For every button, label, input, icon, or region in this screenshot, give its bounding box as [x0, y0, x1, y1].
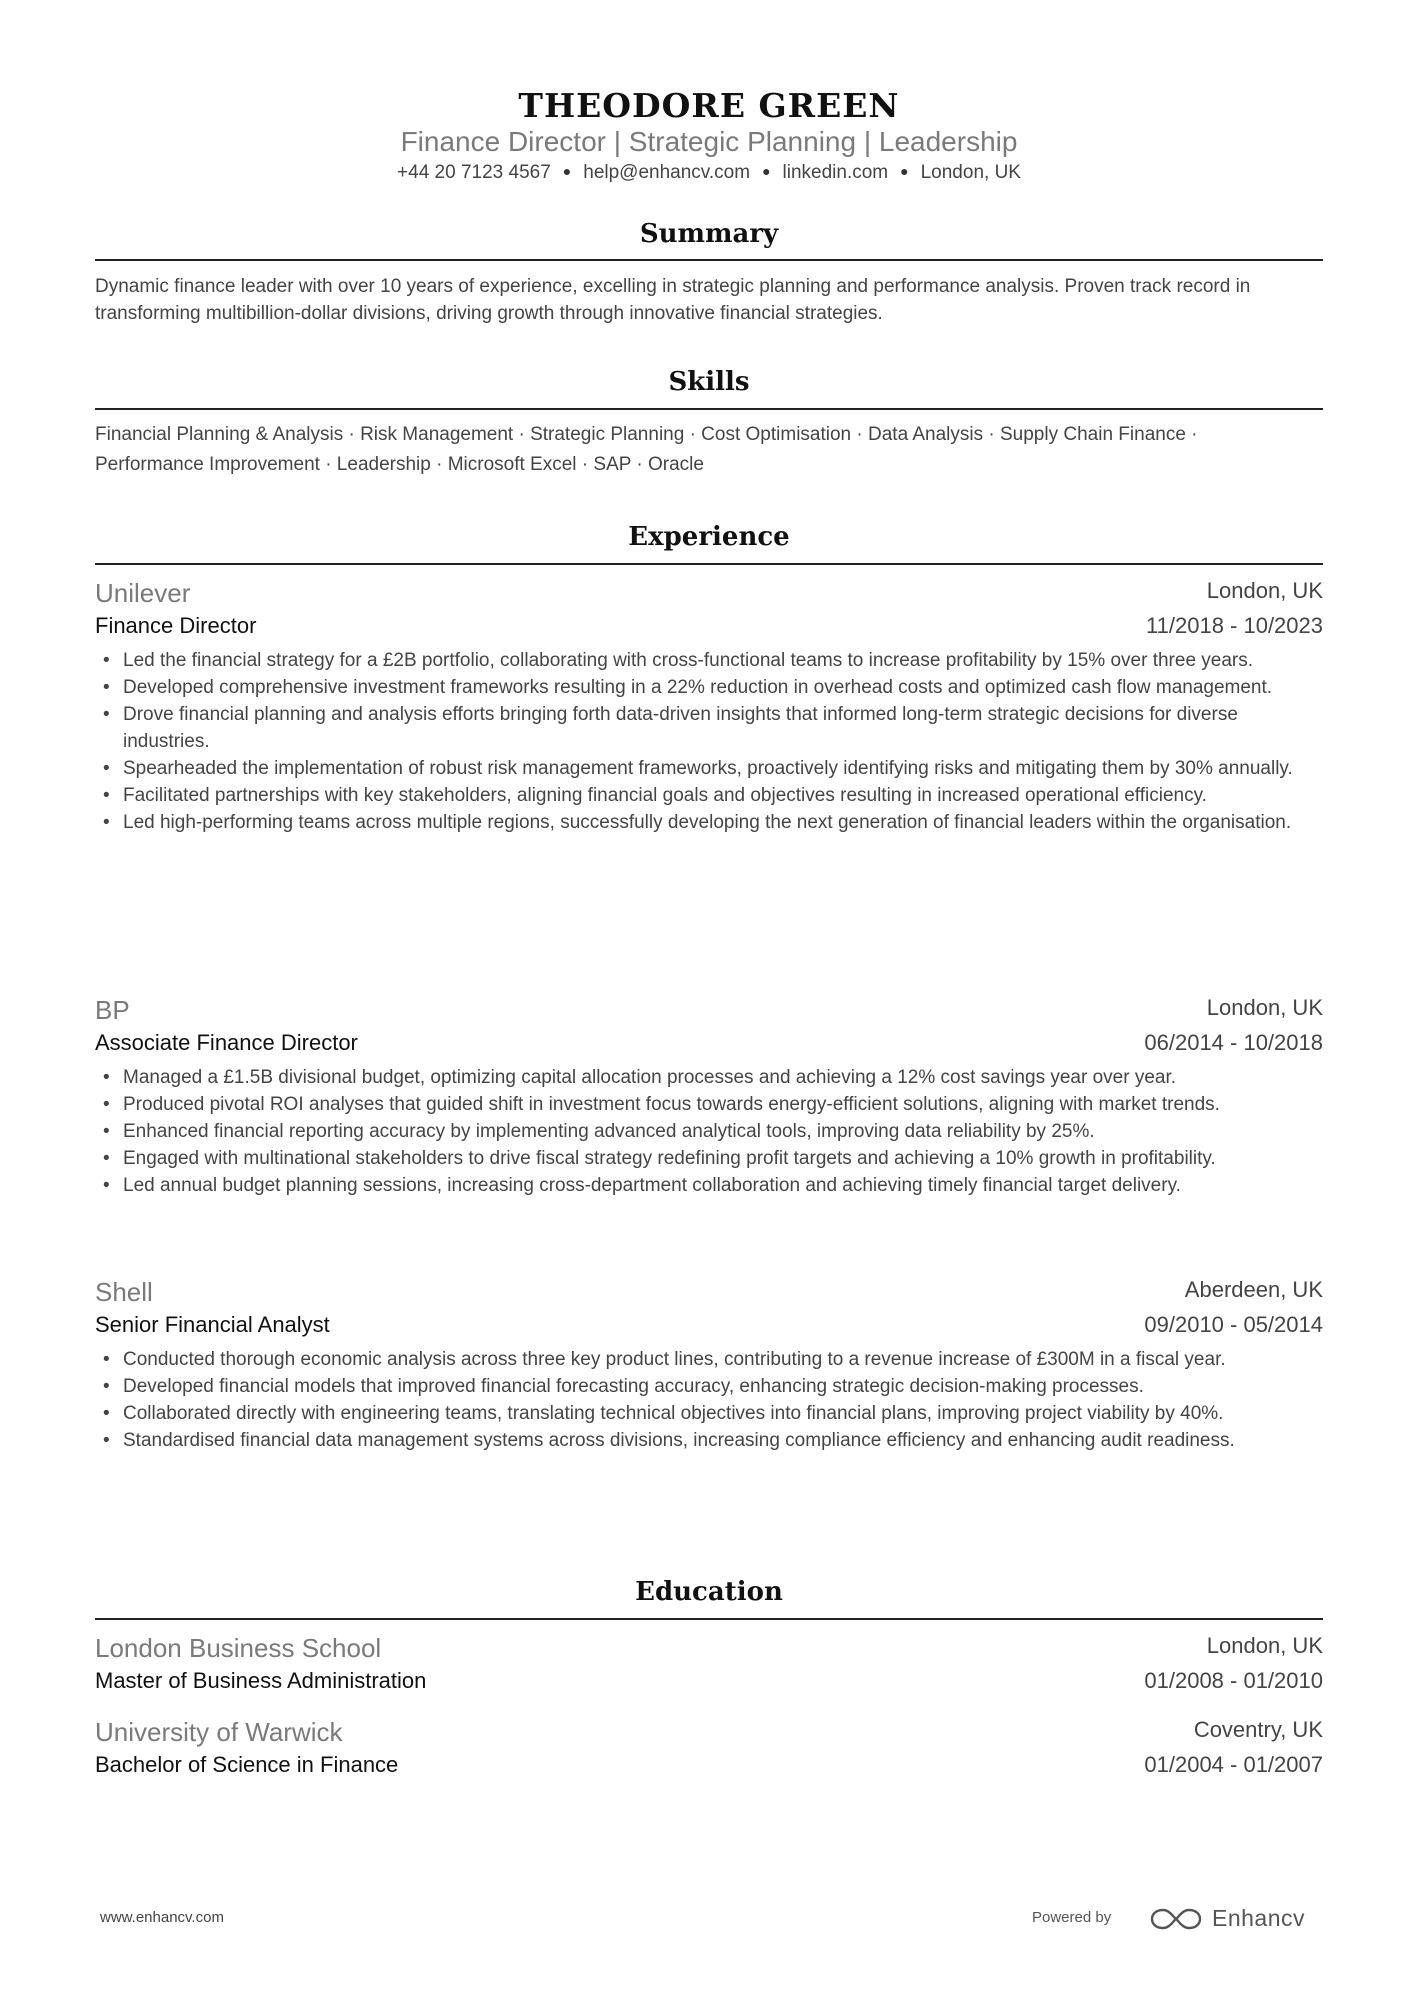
job-title: Finance Director	[95, 613, 257, 638]
separator-dot-icon: ●	[762, 163, 771, 179]
school-header-row	[95, 1717, 1323, 1749]
school-location: Coventry, UK	[1193, 1717, 1323, 1742]
separator-dot-icon: ●	[562, 163, 572, 179]
footer-brand[interactable]	[1032, 1900, 1312, 1936]
list-item: • Drove financial planning and analysis efforts bringing forth data-driven insights that informed long-term strategic decisions for diverse industries.	[95, 701, 1323, 755]
job-header-row	[95, 995, 1323, 1027]
company-name: Unilever	[95, 578, 191, 608]
job-bullet-list	[95, 1064, 1323, 1199]
list-item: • Led the financial strategy for a £2B portfolio, collaborating with cross-functional teams to increase profitability by 15% over three years.	[95, 647, 1323, 674]
footer-website-link[interactable]: www.enhancv.com	[100, 1909, 224, 1926]
skills-list-line-2: Performance Improvement · Leadership · Microsoft Excel · SAP · Oracle	[95, 454, 704, 475]
candidate-tagline: Finance Director | Strategic Planning | Leadership	[400, 126, 1018, 157]
degree-row	[95, 1668, 1323, 1700]
list-item: • Spearheaded the implementation of robust risk management frameworks, proactively identifying risks and mitigating them by 30% annually.	[95, 755, 1323, 782]
list-item: • Enhanced financial reporting accuracy by implementing advanced analytical tools, improving data reliability by 25%.	[95, 1118, 1323, 1145]
skills-list-line-1: Financial Planning & Analysis · Risk Management · Strategic Planning · Cost Optimisation · Data Analysis · Supply Chain Finance ·	[95, 424, 1198, 445]
degree-row	[95, 1752, 1323, 1784]
job-dates: 11/2018 - 10/2023	[1146, 613, 1323, 638]
skills-divider	[95, 408, 1323, 410]
contact-line	[95, 162, 1323, 184]
linkedin-link[interactable]: linkedin.com	[782, 162, 889, 183]
job-header-row	[95, 578, 1323, 610]
job-location: London, UK	[1206, 995, 1323, 1020]
phone-number[interactable]: +44 20 7123 4567	[397, 162, 551, 183]
degree-title: Master of Business Administration	[95, 1668, 427, 1693]
enhancv-logo-icon	[1150, 1906, 1202, 1932]
education-dates: 01/2008 - 01/2010	[1144, 1668, 1323, 1693]
skills-heading: Skills	[668, 367, 750, 397]
summary-heading: Summary	[639, 219, 779, 249]
list-item: • Collaborated directly with engineering teams, translating technical objectives into financial plans, improving project viability by 40%.	[95, 1400, 1323, 1427]
candidate-name: THEODORE GREEN	[518, 86, 900, 125]
company-name: BP	[95, 995, 130, 1025]
job-role-row	[95, 1312, 1323, 1344]
list-item: • Developed comprehensive investment frameworks resulting in a 22% reduction in overhead costs and optimized cash flow management.	[95, 674, 1323, 701]
education-divider	[95, 1618, 1323, 1620]
list-item: • Engaged with multinational stakeholders to drive fiscal strategy redefining profit targets and achieving a 10% growth in profitability.	[95, 1145, 1323, 1172]
job-dates: 09/2010 - 05/2014	[1144, 1312, 1323, 1337]
school-location: London, UK	[1206, 1633, 1323, 1658]
summary-divider	[95, 259, 1323, 261]
job-bullet-list	[95, 647, 1323, 836]
list-item: • Led high-performing teams across multiple regions, successfully developing the next generation of financial leaders within the organisation.	[95, 809, 1323, 836]
job-bullet-list	[95, 1346, 1323, 1454]
job-title: Senior Financial Analyst	[95, 1312, 330, 1337]
powered-by-label: Powered by	[1032, 1909, 1112, 1926]
job-role-row	[95, 1030, 1323, 1062]
email-link[interactable]: help@enhancv.com	[583, 162, 751, 183]
degree-title: Bachelor of Science in Finance	[95, 1752, 399, 1777]
list-item: • Managed a £1.5B divisional budget, optimizing capital allocation processes and achieving a 12% cost savings year over year.	[95, 1064, 1323, 1091]
list-item: • Standardised financial data management systems across divisions, increasing compliance efficiency and enhancing audit readiness.	[95, 1427, 1323, 1454]
enhancv-brand-name: Enhancv	[1212, 1905, 1306, 1931]
experience-heading: Experience	[628, 522, 790, 552]
job-header-row	[95, 1277, 1323, 1309]
list-item: • Conducted thorough economic analysis across three key product lines, contributing to a revenue increase of £300M in a fiscal year.	[95, 1346, 1323, 1373]
job-location: London, UK	[1206, 578, 1323, 603]
separator-dot-icon: ●	[900, 163, 909, 179]
summary-text: Dynamic finance leader with over 10 years of experience, excelling in strategic planning and performance analysis. Proven track record in transforming multibillion-dollar divisions, driving growth through innovative financial strategies.	[95, 276, 1251, 324]
school-name: London Business School	[95, 1633, 382, 1663]
list-item: • Facilitated partnerships with key stakeholders, aligning financial goals and objectives resulting in increased operational efficiency.	[95, 782, 1323, 809]
job-title: Associate Finance Director	[95, 1030, 358, 1055]
list-item: • Developed financial models that improved financial forecasting accuracy, enhancing strategic decision-making processes.	[95, 1373, 1323, 1400]
contact-location: London, UK	[920, 162, 1021, 183]
education-heading: Education	[635, 1577, 783, 1607]
list-item: • Produced pivotal ROI analyses that guided shift in investment focus towards energy-efficient solutions, aligning with market trends.	[95, 1091, 1323, 1118]
school-name: University of Warwick	[95, 1717, 343, 1747]
company-name: Shell	[95, 1277, 153, 1307]
job-location: Aberdeen, UK	[1184, 1277, 1323, 1302]
list-item: • Led annual budget planning sessions, increasing cross-department collaboration and achieving timely financial target delivery.	[95, 1172, 1323, 1199]
experience-divider	[95, 563, 1323, 565]
job-role-row	[95, 613, 1323, 645]
job-dates: 06/2014 - 10/2018	[1144, 1030, 1323, 1055]
education-dates: 01/2004 - 01/2007	[1144, 1752, 1323, 1777]
school-header-row	[95, 1633, 1323, 1665]
